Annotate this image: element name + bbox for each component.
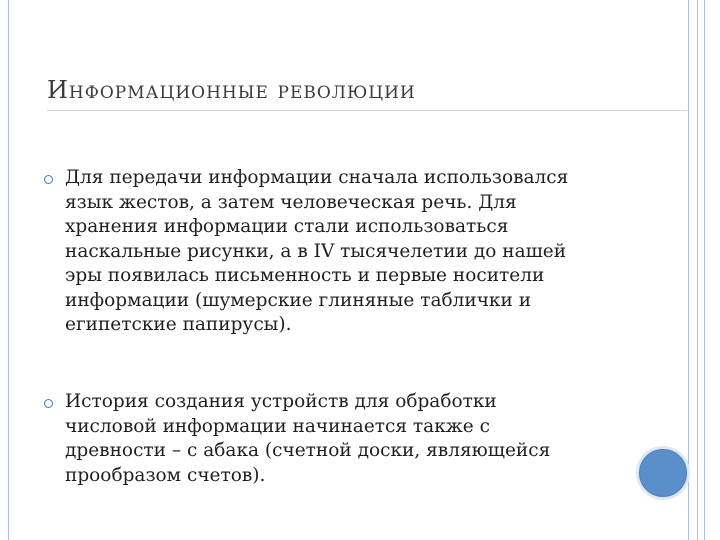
bullet-text-1: Для передачи информации сначала использовался язык жестов, а затем человеческая речь. Для хранения информации стали использоваться наскальные рисунки, а в IV тысячелетии до нашей эры появилась письменность и первые носители информации (шумерские глиняные таблички и египетские папирусы). bbox=[65, 167, 569, 335]
blue-circle-icon bbox=[639, 449, 687, 497]
frame-left-line bbox=[8, 0, 9, 540]
bullet-item-1 bbox=[44, 166, 634, 338]
frame-right-line-outer bbox=[688, 0, 689, 540]
frame-right-line-middle bbox=[697, 0, 698, 540]
title-divider bbox=[47, 110, 687, 111]
hollow-circle-bullet-icon bbox=[44, 399, 53, 408]
bullet-text-2: История создания устройств для обработки числовой информации начинается также с древности – с абака (счетной доски, являющейся прообразом счетов). bbox=[65, 391, 551, 486]
slide-title: Информационные революции bbox=[47, 76, 416, 104]
bullet-item-2 bbox=[44, 390, 634, 488]
hollow-circle-bullet-icon bbox=[44, 175, 53, 184]
frame-right-line-inner bbox=[704, 0, 705, 540]
